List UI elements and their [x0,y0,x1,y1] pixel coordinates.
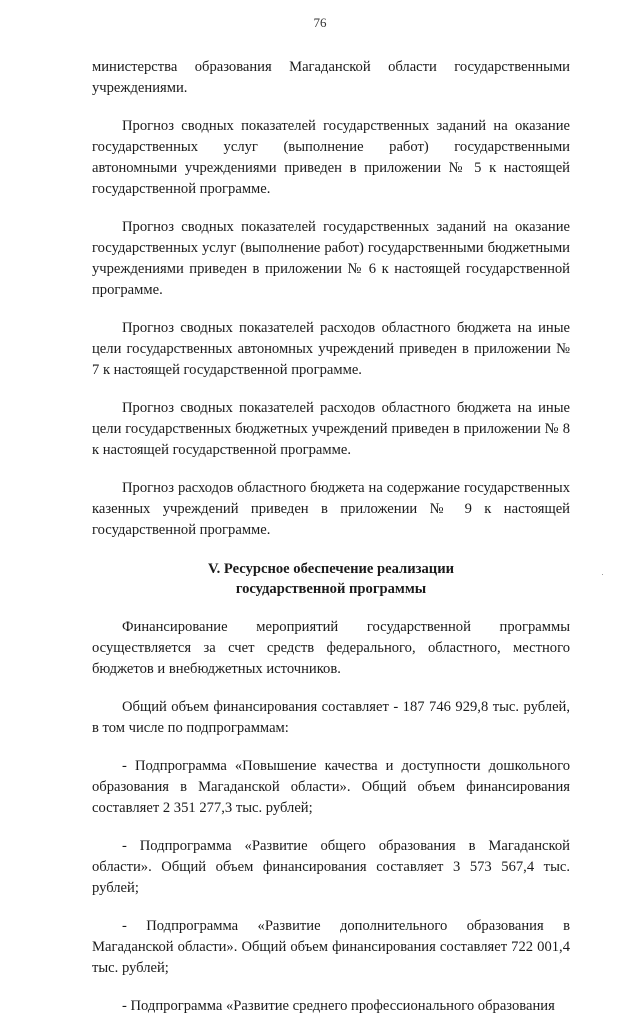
paragraph-subprogram-preschool: - Подпрограмма «Повышение качества и доступности дошкольного образования в Магаданской области». Общий объем финансирования составляет 2 351 277,3 тыс. рублей; [92,758,570,816]
paragraph-subprogram-additional: - Подпрограмма «Развитие дополнительного образования в Магаданской области». Общий объем финансирования составляет 722 001,4 тыс. рублей; [92,918,570,976]
paragraph-appendix-7: Прогноз сводных показателей расходов областного бюджета на иные цели государственных автономных учреждений приведен в приложении № 7 к настоящей государственной программе. [92,320,570,378]
paragraph-appendix-6: Прогноз сводных показателей государственных заданий на оказание государственных услуг (выполнение работ) государственными бюджетными учреждениями приведен в приложении № 6 к настоящей государственной программе. [92,219,570,298]
scan-speck [602,574,603,575]
paragraph-appendix-5: Прогноз сводных показателей государственных заданий на оказание государственных услуг (выполнение работ) государственными автономными учреждениями приведен в приложении № 5 к настоящей государственной программе. [92,118,570,197]
paragraph-total-financing: Общий объем финансирования составляет - 187 746 929,8 тыс. рублей, в том числе по подпрограммам: [92,699,570,736]
section-heading [92,559,570,599]
paragraph-subprogram-vocational: - Подпрограмма «Развитие среднего профессионального образования [122,998,555,1014]
paragraph-financing-sources: Финансирование мероприятий государственной программы осуществляется за счет средств федерального, областного, местного бюджетов и внебюджетных источников. [92,619,570,677]
paragraph-appendix-9: Прогноз расходов областного бюджета на содержание государственных казенных учреждений приведен в приложении № 9 к настоящей государственной программе. [92,480,570,538]
paragraph-subprogram-general: - Подпрограмма «Развитие общего образования в Магаданской области». Общий объем финансирования составляет 3 573 567,4 тыс. рублей; [92,838,570,896]
section-heading-line-1: V. Ресурсное обеспечение реализации [207,561,455,577]
page-number: 76 [313,15,327,30]
section-heading-line-2: государственной программы [235,581,427,597]
page-content [92,57,570,1034]
paragraph-appendix-8: Прогноз сводных показателей расходов областного бюджета на иные цели государственных бюджетных учреждений приведен в приложении № 8 к настоящей государственной программе. [92,400,570,458]
paragraph-continuation: министерства образования Магаданской области государственными учреждениями. [92,59,570,96]
